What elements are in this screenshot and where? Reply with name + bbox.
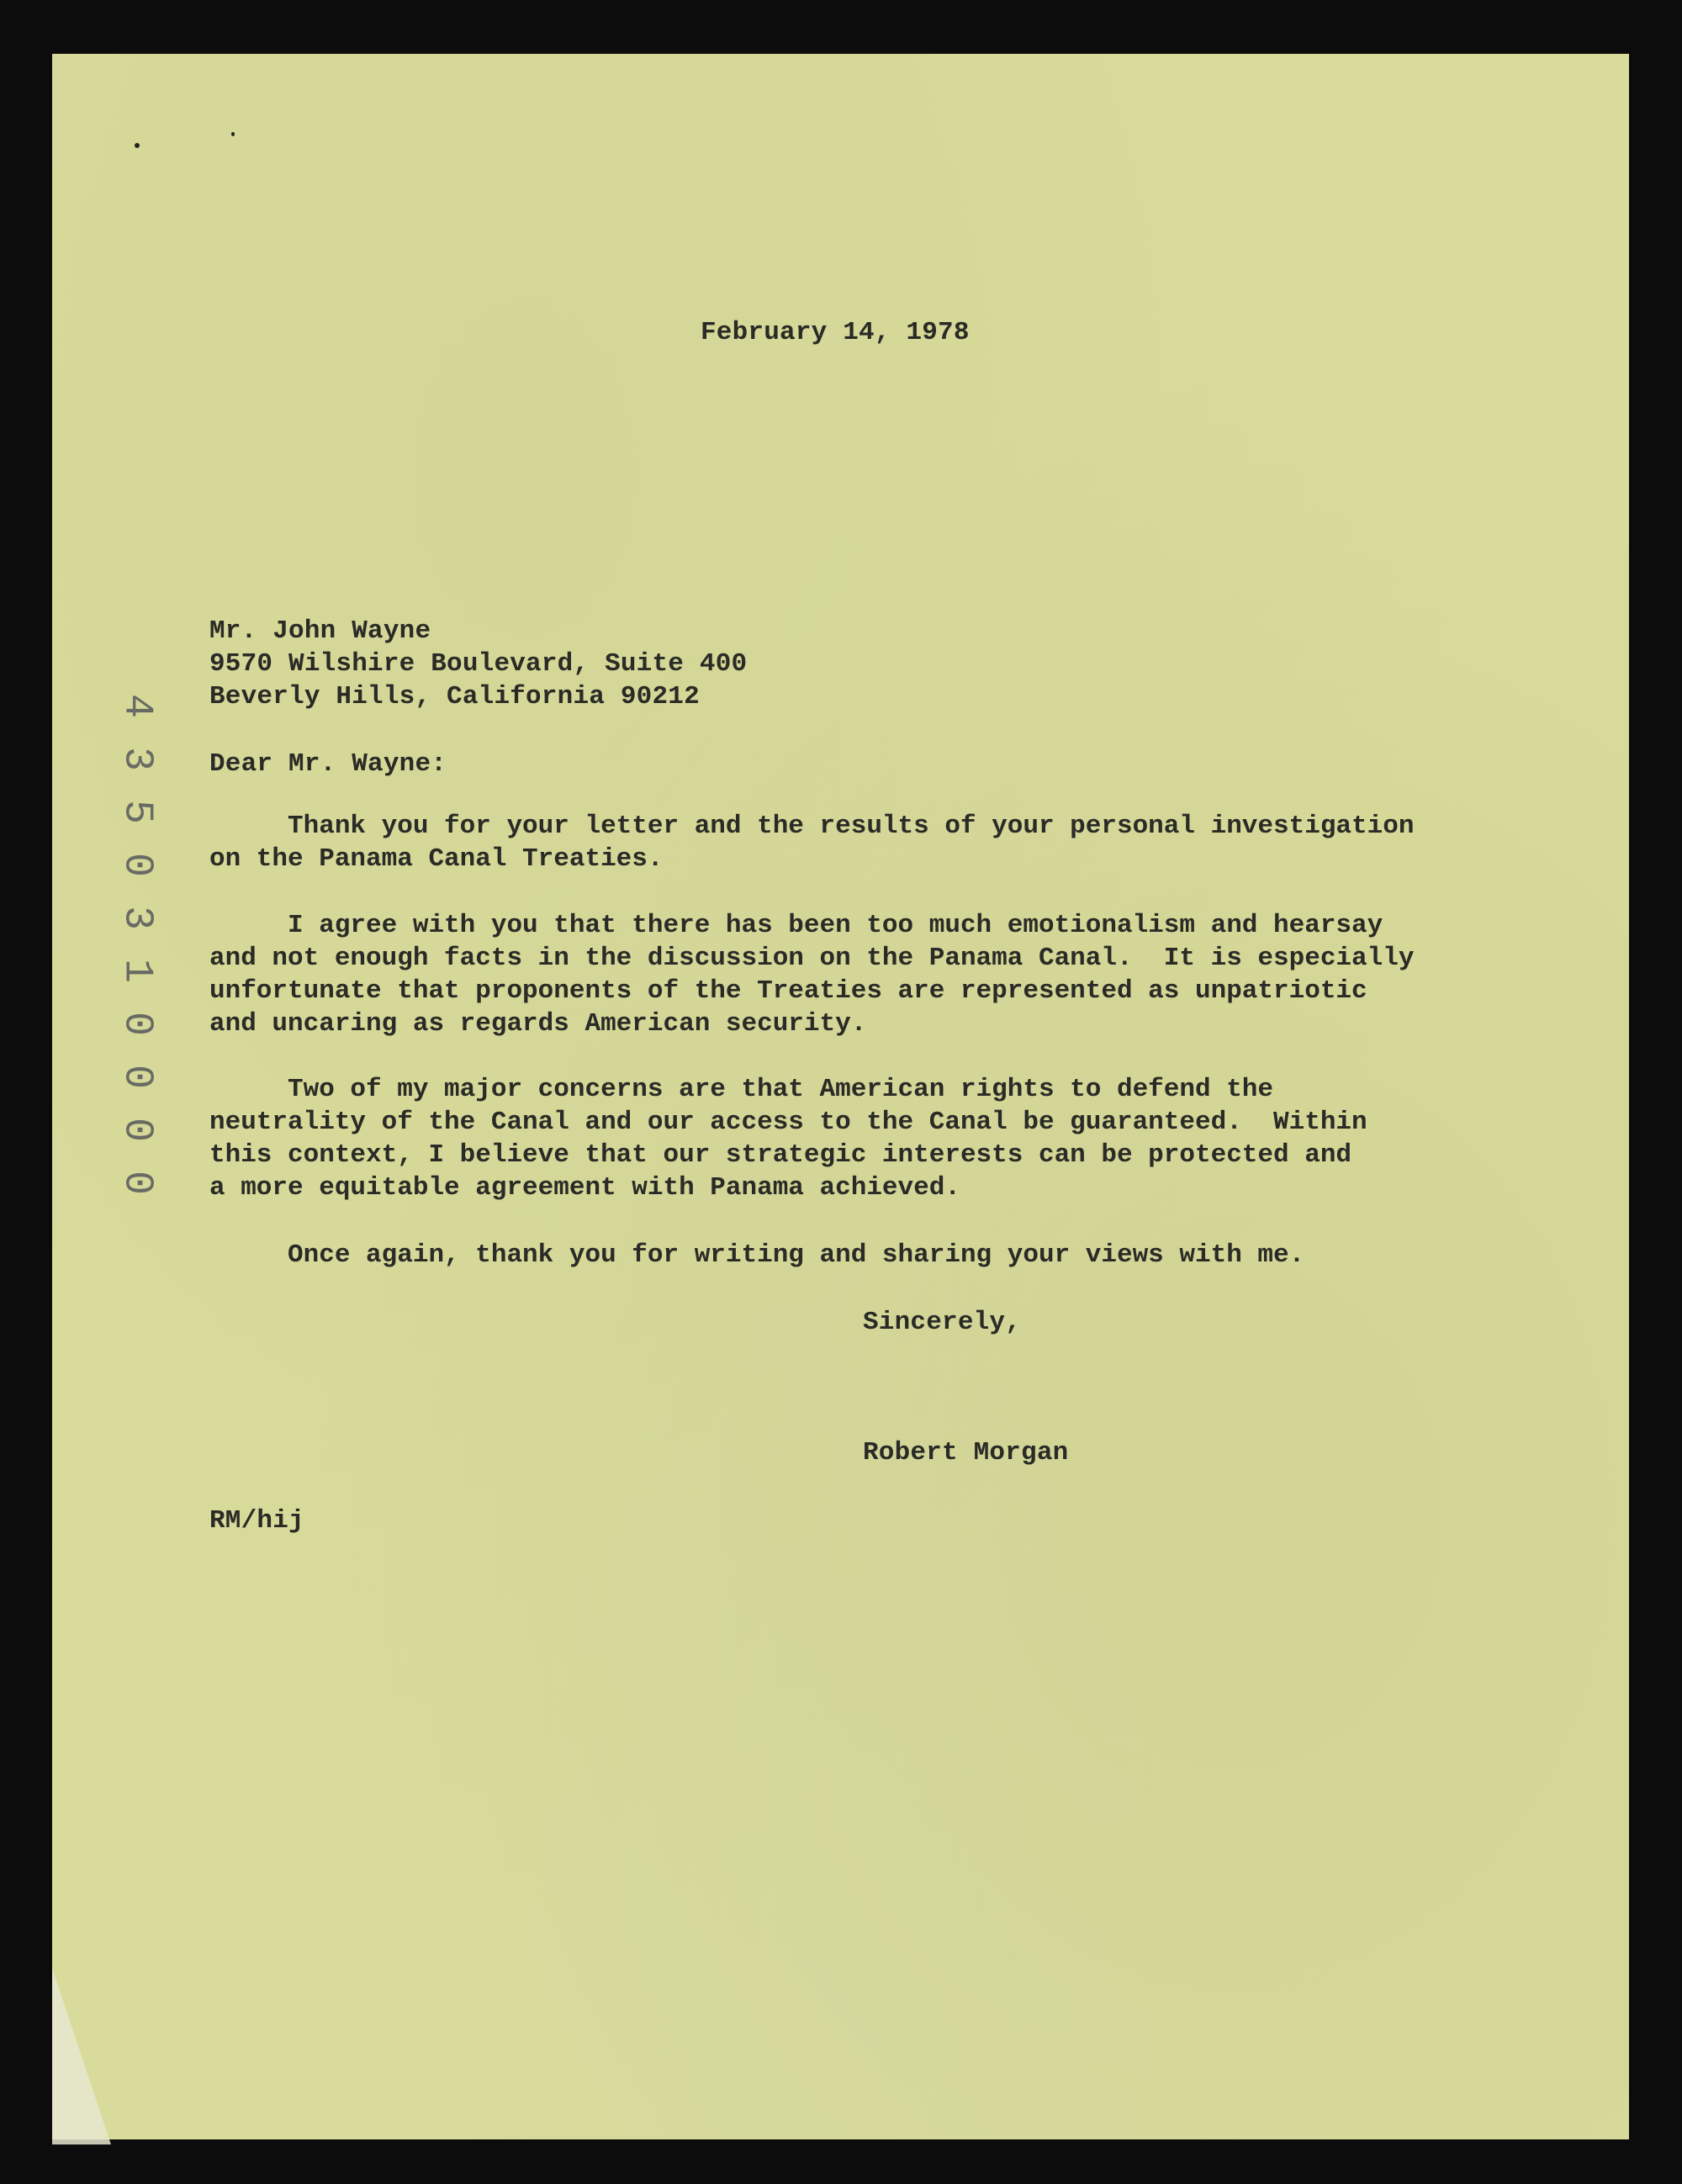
paragraph-line: I agree with you that there has been too much emotionalism and hearsay — [209, 911, 1383, 940]
body-paragraph-4 — [209, 1239, 1304, 1272]
document-id-stamp — [114, 680, 160, 1209]
stamp-digit: 0 — [114, 1118, 160, 1142]
stamp-digit: 1 — [114, 959, 160, 983]
signer-name: Robert Morgan — [863, 1438, 1069, 1467]
paragraph-line: Thank you for your letter and the results of your personal investigation — [209, 812, 1415, 841]
paper-speck — [135, 143, 140, 148]
stamp-digit: 5 — [114, 800, 160, 824]
body-paragraph-1 — [209, 810, 1414, 875]
body-paragraph-2 — [209, 909, 1414, 1040]
paragraph-line: neutrality of the Canal and our access to the Canal be guaranteed. Within — [209, 1108, 1367, 1137]
stamp-digit: 3 — [114, 747, 160, 771]
address-city: Beverly Hills, California 90212 — [209, 682, 700, 711]
paragraph-line: and not enough facts in the discussion on the Panama Canal. It is especially — [209, 944, 1415, 973]
paragraph-line: a more equitable agreement with Panama achieved. — [209, 1173, 960, 1203]
paragraph-line: Two of my major concerns are that American rights to defend the — [209, 1075, 1274, 1104]
salutation: Dear Mr. Wayne: — [209, 749, 447, 779]
paper-speck — [231, 132, 235, 136]
stamp-digit: 0 — [114, 1171, 160, 1195]
letter-date: February 14, 1978 — [701, 318, 970, 347]
paragraph-line: on the Panama Canal Treaties. — [209, 844, 664, 874]
address-street: 9570 Wilshire Boulevard, Suite 400 — [209, 649, 748, 679]
body-paragraph-3 — [209, 1073, 1367, 1204]
stamp-digit: 3 — [114, 906, 160, 930]
stamp-digit: 0 — [114, 1065, 160, 1089]
typist-initials: RM/hij — [209, 1506, 304, 1536]
paragraph-line: Once again, thank you for writing and sharing your views with me. — [209, 1240, 1305, 1270]
stamp-digit: 4 — [114, 694, 160, 718]
address-name: Mr. John Wayne — [209, 616, 431, 646]
paragraph-line: this context, I believe that our strategic interests can be protected and — [209, 1140, 1352, 1170]
paragraph-line: and uncaring as regards American security. — [209, 1009, 867, 1039]
paragraph-line: unfortunate that proponents of the Treaties are represented as unpatriotic — [209, 976, 1367, 1006]
stamp-digit: 0 — [114, 853, 160, 877]
closing: Sincerely, — [863, 1308, 1022, 1337]
stamp-digit: 0 — [114, 1012, 160, 1036]
